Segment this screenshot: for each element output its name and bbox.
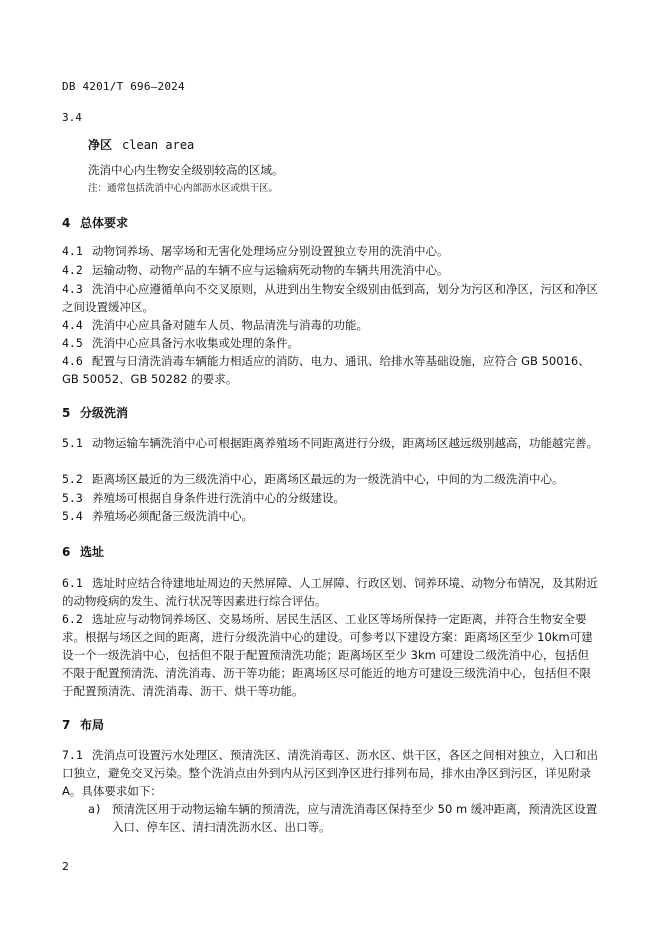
clause [62, 280, 598, 316]
clause-number: 4.2 [62, 263, 83, 277]
clause [62, 574, 598, 610]
page-number: 2 [62, 860, 69, 873]
clause-number: 4.3 [62, 282, 83, 296]
term-chinese: 净区 [88, 138, 113, 152]
clause [62, 507, 598, 525]
section-title: 分级洗消 [80, 406, 129, 420]
section-title: 选址 [80, 545, 105, 559]
clause [62, 746, 598, 800]
clause-text: 洗消中心应遵循单向不交叉原则，从进到出生物安全级别由低到高，划分为污区和净区，污区和净区之间设置缓冲区。 [62, 282, 598, 314]
section-4-heading [62, 214, 128, 231]
list-item [88, 800, 598, 836]
section-title: 布局 [80, 718, 105, 732]
clause-text: 洗消点可设置污水处理区、预清洗区、清洗消毒区、沥水区、烘干区，各区之间相对独立，入口和出口独立，避免交叉污染。整个洗消点由外到内从污区到净区进行排列布局，排水由净区到污区，详见附录 A。具体要求如下： [62, 748, 598, 798]
clause [62, 489, 598, 507]
clause-text: 洗消中心应具备对随车人员、物品清洗与消毒的功能。 [92, 318, 368, 332]
clause-number: 5.2 [62, 472, 83, 486]
clause-text: 动物运输车辆洗消中心可根据距离养殖场不同距离进行分级，距离场区越远级别越高，功能越完善。 [92, 436, 598, 450]
clause [62, 261, 598, 279]
list-item-text: 预清洗区用于动物运输车辆的预清洗，应与清洗消毒区保持至少 50 m 缓冲距离，预清洗区设置入口、停车区、清扫清洗沥水区、出口等。 [112, 802, 598, 834]
term-heading [88, 136, 194, 153]
term-note: 注：通常包括洗消中心内部沥水区或烘干区。 [88, 183, 279, 194]
clause [62, 610, 598, 700]
list-marker: a) [88, 802, 102, 816]
term-number: 3.4 [62, 111, 82, 124]
section-number: 5 [62, 406, 71, 420]
clause-number: 7.1 [62, 748, 83, 762]
clause-number: 6.2 [62, 612, 83, 626]
section-5-heading [62, 404, 128, 421]
clause-number: 4.4 [62, 318, 83, 332]
clause-text: 配置与日清洗消毒车辆能力相适应的消防、电力、通讯、给排水等基础设施，应符合 GB 50016、GB 50052、GB 50282 的要求。 [62, 354, 590, 386]
clause-text: 距离场区最近的为三级洗消中心，距离场区最远的为一级洗消中心，中间的为二级洗消中心。 [92, 472, 564, 486]
clause-text: 选址时应结合待建地址周边的天然屏障、人工屏障、行政区划、饲养环境、动物分布情况，及其附近的动物疫病的发生、流行状况等因素进行综合评估。 [62, 576, 598, 608]
clause [62, 316, 598, 334]
clause-text: 洗消中心应具备污水收集或处理的条件。 [92, 336, 299, 350]
clause [62, 434, 598, 452]
section-number: 6 [62, 545, 71, 559]
clause [62, 334, 598, 352]
clause-number: 5.3 [62, 491, 83, 505]
clause-number: 5.1 [62, 436, 83, 450]
section-number: 4 [62, 216, 71, 230]
clause [62, 470, 598, 488]
section-7-heading [62, 716, 104, 733]
term-definition: 洗消中心内生物安全级别较高的区域。 [88, 163, 284, 177]
clause-number: 4.5 [62, 336, 83, 350]
clause-text: 养殖场可根据自身条件进行洗消中心的分级建设。 [92, 491, 345, 505]
clause-number: 4.6 [62, 354, 83, 368]
term-english: clean area [122, 138, 195, 152]
section-title: 总体要求 [80, 216, 129, 230]
clause [62, 352, 598, 388]
section-number: 7 [62, 718, 71, 732]
clause-number: 4.1 [62, 244, 83, 258]
section-6-heading [62, 543, 104, 560]
clause-number: 5.4 [62, 509, 83, 523]
clause-text: 养殖场必须配备三级洗消中心。 [92, 509, 253, 523]
clause-number: 6.1 [62, 576, 83, 590]
standard-number-header: DB 4201/T 696—2024 [62, 80, 185, 93]
clause-text: 动物饲养场、屠宰场和无害化处理场应分别设置独立专用的洗消中心。 [92, 244, 449, 258]
clause [62, 242, 598, 260]
clause-text: 选址应与动物饲养场区、交易场所、居民生活区、工业区等场所保持一定距离，并符合生物安全要求。根据与场区之间的距离，进行分级洗消中心的建设。可参考以下建设方案：距离场区至少 10km可建设一个一级洗消中心，包括但不限于配置预清洗功能；距离场区至少 3km 可建设二级洗消中心，包括但不限于配置预清洗、清洗消毒、沥干等功能；距离场区尽可能近的地方可建设三级洗消中心，包括但不限于配置预清洗、清洗消毒、沥干、烘干等功能。 [62, 612, 593, 698]
clause-text: 运输动物、动物产品的车辆不应与运输病死动物的车辆共用洗消中心。 [92, 263, 449, 277]
